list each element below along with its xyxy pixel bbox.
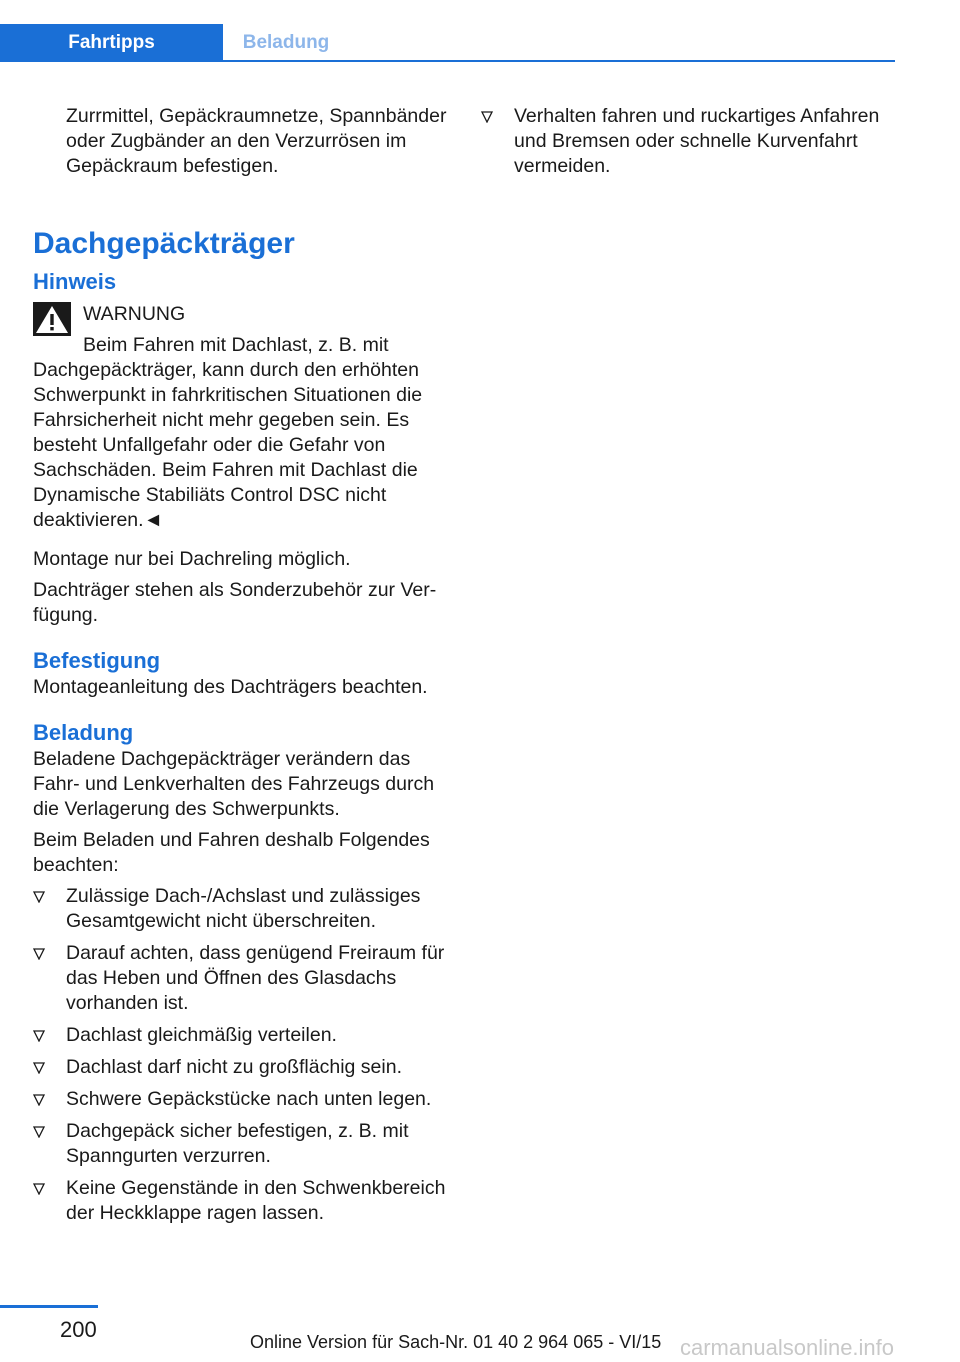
hinweis-heading: Hinweis <box>33 269 117 294</box>
intro-continuation: Zurrmittel, Gepäckraumnetze, Spannbänder oder Zugbänder an den Verzurrösen im Gepäckraum befestigen. <box>66 105 447 177</box>
triangle-bullet-icon <box>33 1030 45 1042</box>
list-item: Dachgepäck sicher befestigen, z. B. mit Spanngurten verzurren. <box>33 1119 448 1169</box>
warning-first-line: Beim Fahren mit Dachlast, z. B. mit <box>83 334 389 356</box>
footer-rule <box>0 1305 98 1308</box>
paragraph-montage: Montage nur bei Dachreling möglich. <box>33 548 351 570</box>
beladung-text-2: Beim Beladen und Fahren deshalb Folgendes beachten: <box>33 829 430 876</box>
warning-block <box>33 302 448 358</box>
triangle-bullet-icon <box>33 1094 45 1106</box>
page-number: 200 <box>60 1317 97 1342</box>
warning-label: WARNUNG <box>83 303 186 325</box>
tab-beladung[interactable]: Beladung <box>223 24 349 61</box>
tab-fahrtipps[interactable]: Fahrtipps <box>0 24 223 61</box>
section-title: Dachgepäckträger <box>33 227 295 260</box>
list-item: Verhalten fahren und ruckartiges Anfahren und Bremsen oder schnelle Kurvenfahrt vermeiden. <box>481 104 896 179</box>
right-column <box>481 104 896 179</box>
header-rule <box>0 60 895 62</box>
watermark: carmanualsonline.info <box>680 1335 895 1360</box>
list-item: Keine Gegenstände in den Schwenkbereich der Heckklappe ragen lassen. <box>33 1176 448 1226</box>
warning-text: Dachgepäckträger, kann durch den erhöhten Schwerpunkt in fahrkritischen Situationen die Fahrsicherheit nicht mehr gegeben sein. Es besteht Unfallgefahr oder die Gefahr von Sachschäden. Beim Fahren mit Dachlast die Dynamische Stabiliäts Control DSC nicht deaktivieren.◄ <box>33 359 423 531</box>
right-bullet-list <box>481 104 896 179</box>
warning-icon <box>33 302 71 336</box>
befestigung-heading: Befestigung <box>33 648 161 673</box>
list-item: Zulässige Dach-/Achslast und zulässiges Gesamtgewicht nicht überschreiten. <box>33 884 448 934</box>
list-item: Schwere Gepäckstücke nach unten legen. <box>33 1087 448 1112</box>
list-item: Dachlast darf nicht zu großflächig sein. <box>33 1055 448 1080</box>
left-column <box>33 104 448 1226</box>
befestigung-text: Montageanleitung des Dachträgers beachten. <box>33 676 428 698</box>
triangle-bullet-icon <box>33 1062 45 1074</box>
paragraph-dachtraeger: Dachträger stehen als Sonderzubehör zur Verfügung. <box>33 579 437 626</box>
triangle-bullet-icon <box>33 948 45 960</box>
online-version-text: Online Version für Sach-Nr. 01 40 2 964 065 - VI/15 <box>250 1332 662 1352</box>
triangle-bullet-icon <box>33 1183 45 1195</box>
beladung-text-1: Beladene Dachgepäckträger verändern das Fahr- und Lenkverhalten des Fahrzeugs durch die Verlagerung des Schwerpunkts. <box>33 748 435 820</box>
triangle-bullet-icon <box>481 111 493 123</box>
list-item: Dachlast gleichmäßig verteilen. <box>33 1023 448 1048</box>
triangle-bullet-icon <box>33 891 45 903</box>
beladung-heading: Beladung <box>33 720 134 745</box>
triangle-bullet-icon <box>33 1126 45 1138</box>
list-item: Darauf achten, dass genügend Freiraum für das Heben und Öffnen des Glasdachs vorhanden ist. <box>33 941 448 1016</box>
beladung-bullet-list <box>33 884 448 1226</box>
